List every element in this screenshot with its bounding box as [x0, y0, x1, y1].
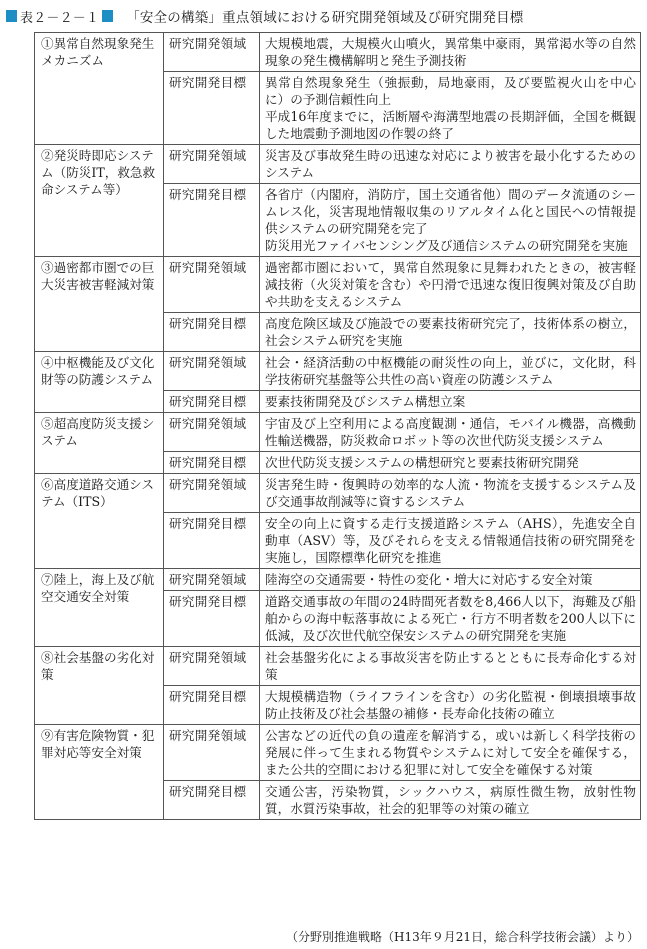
goal-label-cell: 研究開発目標 — [164, 686, 260, 725]
table-row — [35, 257, 641, 313]
area-label-cell: 研究開発領域 — [164, 33, 260, 72]
area-label-cell: 研究開発領域 — [164, 352, 260, 391]
goal-label-cell: 研究開発目標 — [164, 452, 260, 474]
area-text: 社会・経済活動の中枢機能の耐災性の向上，並びに，文化財，科学技術研究基盤等公共性の高い資産の防護システム — [265, 355, 636, 387]
goal-label-cell: 研究開発目標 — [164, 781, 260, 820]
area-content-cell — [260, 33, 641, 72]
area-label-cell: 研究開発領域 — [164, 647, 260, 686]
goal-label-cell: 研究開発目標 — [164, 591, 260, 647]
table-title: 「安全の構築」重点領域における研究開発領域及び研究開発目標 — [126, 10, 524, 26]
theme-cell: ①異常自然現象発生メカニズム — [35, 33, 164, 145]
area-content-cell — [260, 352, 641, 391]
theme-cell: ⑦陸上，海上及び航空交通安全対策 — [35, 569, 164, 647]
area-label-cell: 研究開発領域 — [164, 413, 260, 452]
goal-content-cell — [260, 781, 641, 820]
goal-label-cell: 研究開発目標 — [164, 391, 260, 413]
research-table — [34, 32, 641, 820]
goal-text: 大規模構造物（ライフラインを含む）の劣化監視・倒壊損壊事故防止技術及び社会基盤の補修・長寿命化技術の確立 — [265, 689, 636, 721]
area-text: 大規模地震，大規模火山噴火，異常集中豪雨，異常渇水等の自然現象の発生機構解明と発生予測技術 — [265, 36, 636, 68]
area-content-cell — [260, 725, 641, 781]
area-label-cell: 研究開発領域 — [164, 145, 260, 184]
area-content-cell — [260, 145, 641, 184]
goal-text: 要素技術開発及びシステム構想立案 — [265, 394, 466, 409]
area-label-cell: 研究開発領域 — [164, 474, 260, 513]
area-label-cell: 研究開発領域 — [164, 257, 260, 313]
area-text: 公害などの近代の負の遺産を解消する，或いは新しく科学技術の発展に伴って生まれる物質やシステムに対して安全を確保する，また公共的空間における犯罪に対して安全を確保する対策 — [265, 728, 637, 777]
goal-content-cell — [260, 313, 641, 352]
theme-cell: ⑨有害危険物質・犯罪対応等安全対策 — [35, 725, 164, 820]
theme-cell: ③過密都市圏での巨大災害被害軽減対策 — [35, 257, 164, 352]
goal-text: 道路交通事故の年間の24時間死者数を8,466人以下，海難及び船舶からの海中転落事故による死亡・行方不明者数を200人以下に低減，及び次世代航空保安システムの研究開発を実施 — [265, 594, 636, 643]
table-row — [35, 569, 641, 591]
goal-content-cell — [260, 591, 641, 647]
goal-content-cell — [260, 184, 641, 257]
goal-label-cell: 研究開発目標 — [164, 184, 260, 257]
area-label-cell: 研究開発領域 — [164, 569, 260, 591]
source-note: （分野別推進戦略（H13年９月21日，総合科学技術会議）より） — [285, 930, 639, 944]
goal-content-cell — [260, 391, 641, 413]
goal-text: 異常自然現象発生（強振動，局地豪雨，及び要監視火山を中心に）の予測信頼性向上 — [265, 75, 636, 107]
area-content-cell — [260, 413, 641, 452]
theme-cell: ⑥高度道路交通システム（ITS） — [35, 474, 164, 569]
table-number: 表２－２－１ — [20, 10, 100, 26]
area-content-cell — [260, 569, 641, 591]
goal-text: 交通公害，汚染物質，シックハウス，病原性微生物，放射性物質，水質汚染事故，社会的犯罪等の対策の確立 — [265, 784, 636, 816]
table-caption — [6, 5, 641, 27]
blue-square-icon — [102, 10, 113, 22]
theme-cell: ④中枢機能及び文化財等の防護システム — [35, 352, 164, 413]
table-row — [35, 352, 641, 391]
goal-label-cell: 研究開発目標 — [164, 513, 260, 569]
goal-text: 高度危険区域及び施設での要素技術研究完了，技術体系の樹立，社会システム研究を実施 — [265, 316, 637, 348]
goal-label-cell: 研究開発目標 — [164, 313, 260, 352]
goal-content-cell — [260, 452, 641, 474]
goal-text: 防災用光ファイバセンシング及び通信システムの研究開発を実施 — [265, 238, 628, 253]
table-row — [35, 725, 641, 781]
area-content-cell — [260, 257, 641, 313]
table-row — [35, 647, 641, 686]
goal-content-cell — [260, 513, 641, 569]
area-text: 過密都市圏において，異常自然現象に見舞われたときの，被害軽減技術（火災対策を含む）や円滑で迅速な復旧復興対策及び自助や共助を支えるシステム — [265, 260, 636, 309]
table-row — [35, 474, 641, 513]
area-text: 宇宙及び上空利用による高度観測・通信，モバイル機器，高機動性輸送機器，防災救命ロボット等の次世代防災支援システム — [265, 416, 636, 448]
goal-text: 各省庁（内閣府，消防庁，国土交通省他）間のデータ流通のシームレス化，災害現地情報収集のリアルタイム化と国民への情報提供システムの研究開発を完了 — [265, 187, 636, 236]
goal-text: 平成16年度までに，活断層や海溝型地震の長期評価，全国を概観した地震動予測地図の作製の終了 — [265, 109, 636, 141]
area-text: 災害発生時・復興時の効率的な人流・物流を支援するシステム及び交通事故削減等に資するシステム — [265, 477, 636, 509]
area-text: 社会基盤劣化による事故災害を防止するとともに長寿命化する対策 — [265, 650, 636, 682]
table-row — [35, 413, 641, 452]
goal-content-cell — [260, 72, 641, 145]
theme-cell: ⑧社会基盤の劣化対策 — [35, 647, 164, 725]
goal-content-cell — [260, 686, 641, 725]
table-row — [35, 145, 641, 184]
goal-label-cell: 研究開発目標 — [164, 72, 260, 145]
area-content-cell — [260, 474, 641, 513]
table-row — [35, 33, 641, 72]
area-label-cell: 研究開発領域 — [164, 725, 260, 781]
table-body — [35, 33, 641, 820]
goal-text: 次世代防災支援システムの構想研究と要素技術研究開発 — [265, 455, 579, 470]
blue-square-icon — [6, 10, 17, 22]
theme-cell: ②発災時即応システム（防災IT，救急救命システム等） — [35, 145, 164, 257]
area-text: 災害及び事故発生時の迅速な対応により被害を最小化するためのシステム — [265, 148, 636, 180]
theme-cell: ⑤超高度防災支援システム — [35, 413, 164, 474]
goal-text: 安全の向上に資する走行支援道路システム（AHS），先進安全自動車（ASV）等，及びそれらを支える情報通信技術の研究開発を実施し，国際標準化研究を推進 — [265, 516, 636, 565]
area-content-cell — [260, 647, 641, 686]
area-text: 陸海空の交通需要・特性の変化・増大に対応する安全対策 — [265, 572, 593, 587]
